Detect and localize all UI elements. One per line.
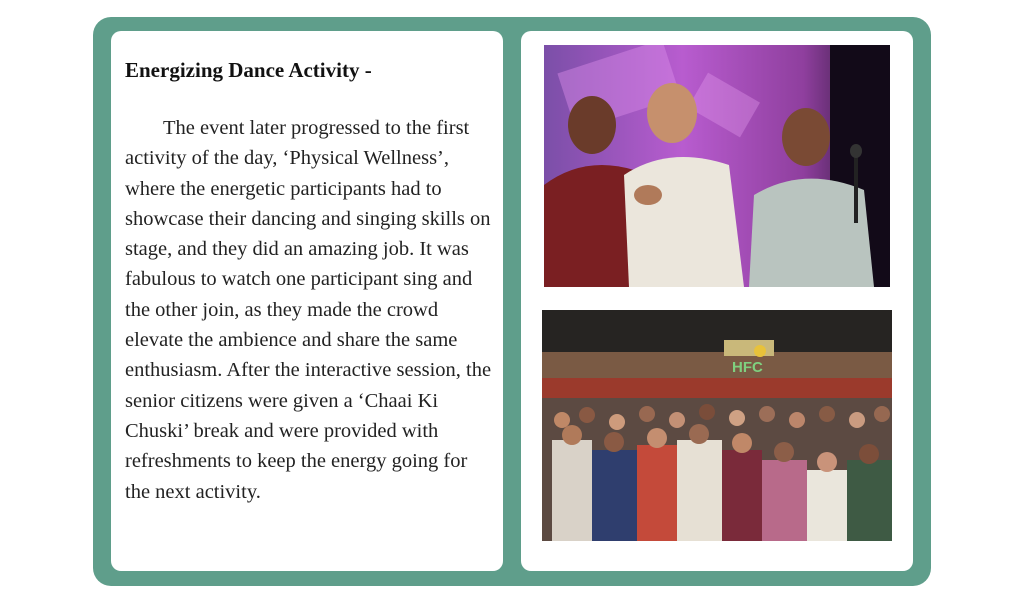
singers-on-stage-photo: [544, 45, 890, 287]
article-paragraph: The event later progressed to the first activity of the day, ‘Physical Wellness’, where the energetic participants had to showcase their dancing and singing skills on stage, and they did an amazing job. It was fabulous to watch one participant sing and the other join, as they made the crowd elevate the ambience and share the same enthusiasm. After the interactive session, the senior citizens were given a ‘Chaai Ki Chuski’ break and were provided with refreshments to keep the energy going for the next activity.: [125, 117, 492, 503]
section-heading: Energizing Dance Activity -: [125, 58, 372, 82]
crowd-in-hall-photo: [542, 310, 892, 541]
hfc-sign: HFC: [732, 359, 763, 376]
content-frame: [93, 17, 931, 586]
text-panel: [111, 31, 503, 571]
photo-panel: [521, 31, 913, 571]
